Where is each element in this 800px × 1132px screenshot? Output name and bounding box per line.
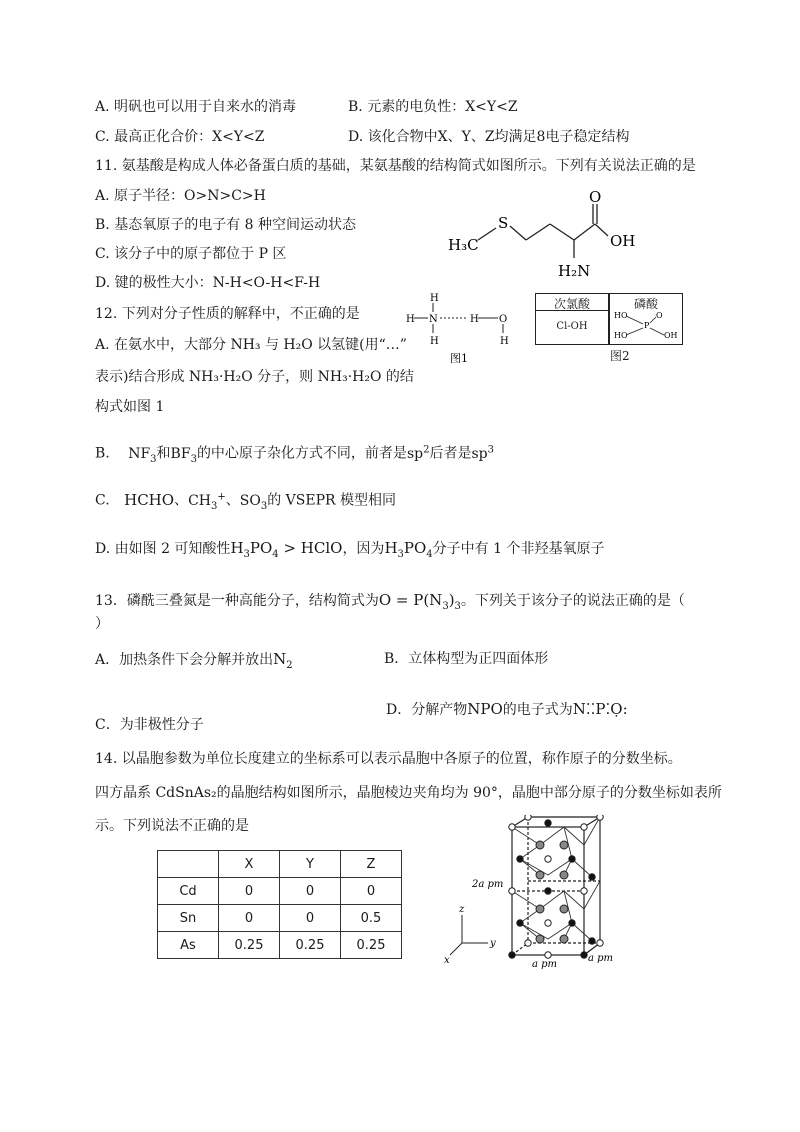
amine-label: H₂N xyxy=(558,262,591,280)
table-header-cell: X xyxy=(219,851,280,878)
carbonyl-o-label: O xyxy=(589,188,602,206)
table-row xyxy=(158,932,402,959)
bf3-formula: $BF_3$ xyxy=(170,445,197,465)
so3-formula: $SO_3$ xyxy=(239,492,268,512)
fig2-caption: 图2 xyxy=(610,349,630,363)
q13-stem xyxy=(95,591,685,616)
hydroxyl-label: OH xyxy=(610,232,636,250)
fig1-h-bridge: H xyxy=(470,314,479,325)
coordinate-table xyxy=(157,850,402,959)
axis-z-label: z xyxy=(459,904,465,915)
table-cell: 0.5 xyxy=(341,905,402,932)
width-label-1: a pm xyxy=(532,959,558,970)
npo-electron-formula: N⁚⁚P⁚Ọ: xyxy=(572,700,628,718)
q12-b-text: 的中心原子杂化方式不同，前者是 xyxy=(196,445,407,462)
table-cell: 0 xyxy=(219,905,280,932)
q12-d-prefix: D. 由如图 2 可知酸性 xyxy=(95,541,231,557)
fig1-h-o: H xyxy=(500,336,509,347)
q12-option-a-line2: 表示)结合形成 NH₃·H₂O 分子，则 NH₃·H₂O 的结 xyxy=(95,369,414,385)
sp2-term: $sp^2$ xyxy=(406,444,430,462)
fig1-o: O xyxy=(499,314,508,325)
q13-stem-post: 。下列关于该分子的说法正确的是（ xyxy=(460,593,685,609)
axis-y-label: y xyxy=(490,938,496,949)
fig2-o: O xyxy=(656,311,663,320)
ch3-formula: $CH_3^+$ xyxy=(188,491,226,512)
table-cell: Sn xyxy=(158,905,219,932)
width-label-2: a pm xyxy=(588,953,614,964)
q11-option-a: A. 原子半径：O>N>C>H xyxy=(95,188,266,204)
table-cell: 0.25 xyxy=(280,932,341,959)
sulfur-label: S xyxy=(498,214,509,232)
fig2-ho-1: HO xyxy=(614,311,628,320)
q13-formula: $O = P(N_3)_3$ xyxy=(378,591,461,612)
height-label: 2a pm xyxy=(472,879,504,890)
fig1-h-bottom: H xyxy=(430,336,439,347)
npo-formula: NPO xyxy=(467,700,503,718)
table-row xyxy=(158,905,402,932)
table-row xyxy=(158,878,402,905)
q12-d-mid: ，因为 xyxy=(342,541,385,557)
crystal-cell-figure xyxy=(440,815,640,970)
q12-option-b xyxy=(95,441,494,468)
table-cell: Cd xyxy=(158,878,219,905)
q12-b-latter: 后者是 xyxy=(429,445,472,462)
figure2-acid-table xyxy=(535,293,683,345)
q12-c-sep1: 、 xyxy=(174,492,189,509)
table-cell: 0.25 xyxy=(219,932,280,959)
q14-line3: 示。下列说法不正确的是 xyxy=(95,818,249,834)
hcho-formula: HCHO xyxy=(124,490,175,509)
q12-b-and: 和 xyxy=(156,445,171,462)
q12-c-prefix: C. xyxy=(95,492,110,509)
fig1-h-top: H xyxy=(430,293,439,304)
table-header-cell: Z xyxy=(341,851,402,878)
q10-option-b: B. 元素的电负性：X<Y<Z xyxy=(348,99,518,115)
table-cell: 0 xyxy=(280,905,341,932)
fig2-header-h3po4: 磷酸 xyxy=(633,297,658,311)
q13-option-d xyxy=(386,700,628,719)
q11-stem: 11. 氨基酸是构成人体必备蛋白质的基础，某氨基酸的结构简式如图所示。下列有关说法正确的是 xyxy=(95,158,696,174)
h3po4-formula: $H_3PO_4$ xyxy=(384,539,433,560)
fig2-ho-2: HO xyxy=(614,331,628,340)
q14-line1: 14. 以晶胞参数为单位长度建立的坐标系可以表示晶胞中各原子的位置，称作原子的分数坐标。 xyxy=(95,751,682,767)
q12-d-post: 分子中有 1 个非羟基氧原子 xyxy=(432,541,605,557)
table-header-row xyxy=(158,851,402,878)
q12-option-d xyxy=(95,539,604,564)
q11-option-b: B. 基态氧原子的电子有 8 种空间运动状态 xyxy=(95,217,356,233)
table-cell: As xyxy=(158,932,219,959)
q14-line2: 四方晶系 CdSnAs₂的晶胞结构如图所示，晶胞棱边夹角均为 90°，晶胞中部分原子的分数坐标如表所 xyxy=(95,785,722,801)
q12-c-sep2: 、 xyxy=(225,492,240,509)
table-cell: 0.25 xyxy=(341,932,402,959)
table-header-cell xyxy=(158,851,219,878)
fig2-hclo-structure: Cl-OH xyxy=(556,321,588,332)
fig1-h-left: H xyxy=(406,314,415,325)
q12-b-prefix: B. xyxy=(95,445,110,462)
q13-d-mid: 的电子式为 xyxy=(502,702,573,718)
q10-option-a: A. 明矾也可以用于自来水的消毒 xyxy=(95,99,297,115)
q10-option-c: C. 最高正化合价：X<Y<Z xyxy=(95,129,265,145)
q12-option-a-line1: A. 在氨水中，大部分 NH₃ 与 H₂O 以氢键(用“…” xyxy=(95,337,407,353)
acidity-compare: $H_3PO_4$ > HClO xyxy=(230,539,343,560)
q13-option-b: B．立体构型为正四面体形 xyxy=(384,651,549,667)
fig2-p: P xyxy=(644,321,650,330)
n2-formula: $N_2$ xyxy=(273,650,293,671)
q13-a-text: A．加热条件下会分解并放出 xyxy=(95,652,274,668)
q10-option-d: D. 该化合物中X、Y、Z均满足8电子稳定结构 xyxy=(348,129,630,145)
q12-option-a-line3: 构式如图 1 xyxy=(95,399,165,415)
h3c-label: H₃C xyxy=(448,236,479,254)
figure1-nh3-h2o xyxy=(400,290,525,365)
q12-option-c xyxy=(95,488,396,515)
q13-option-c: C．为非极性分子 xyxy=(95,717,204,733)
q12-stem: 12. 下列对分子性质的解释中，不正确的是 xyxy=(95,306,360,322)
q13-stem-pre: 13．磷酰三叠氮是一种高能分子，结构简式为 xyxy=(95,593,379,609)
table-cell: 0 xyxy=(280,878,341,905)
table-header-cell: Y xyxy=(280,851,341,878)
sp3-term: $sp^3$ xyxy=(471,444,494,462)
fig1-n: N xyxy=(429,314,438,325)
q13-stem-end: ） xyxy=(95,616,109,632)
q11-option-d: D. 键的极性大小：N-H<O-H<F-H xyxy=(95,275,321,291)
q13-option-a xyxy=(95,650,293,675)
q13-d-pre: D．分解产物 xyxy=(386,702,468,718)
table-cell: 0 xyxy=(219,878,280,905)
fig2-header-hclo: 次氯酸 xyxy=(553,297,590,311)
nf3-formula: $NF_3$ xyxy=(128,445,157,465)
axis-x-label: x xyxy=(444,955,450,966)
table-cell: 0 xyxy=(341,878,402,905)
fig2-oh: OH xyxy=(664,331,678,340)
methionine-structure xyxy=(440,188,680,288)
q11-option-c: C. 该分子中的原子都位于 P 区 xyxy=(95,246,287,262)
fig2-h3po4-structure xyxy=(610,308,682,344)
q12-c-post: 的 VSEPR 模型相同 xyxy=(267,492,396,509)
fig1-caption: 图1 xyxy=(450,352,468,365)
